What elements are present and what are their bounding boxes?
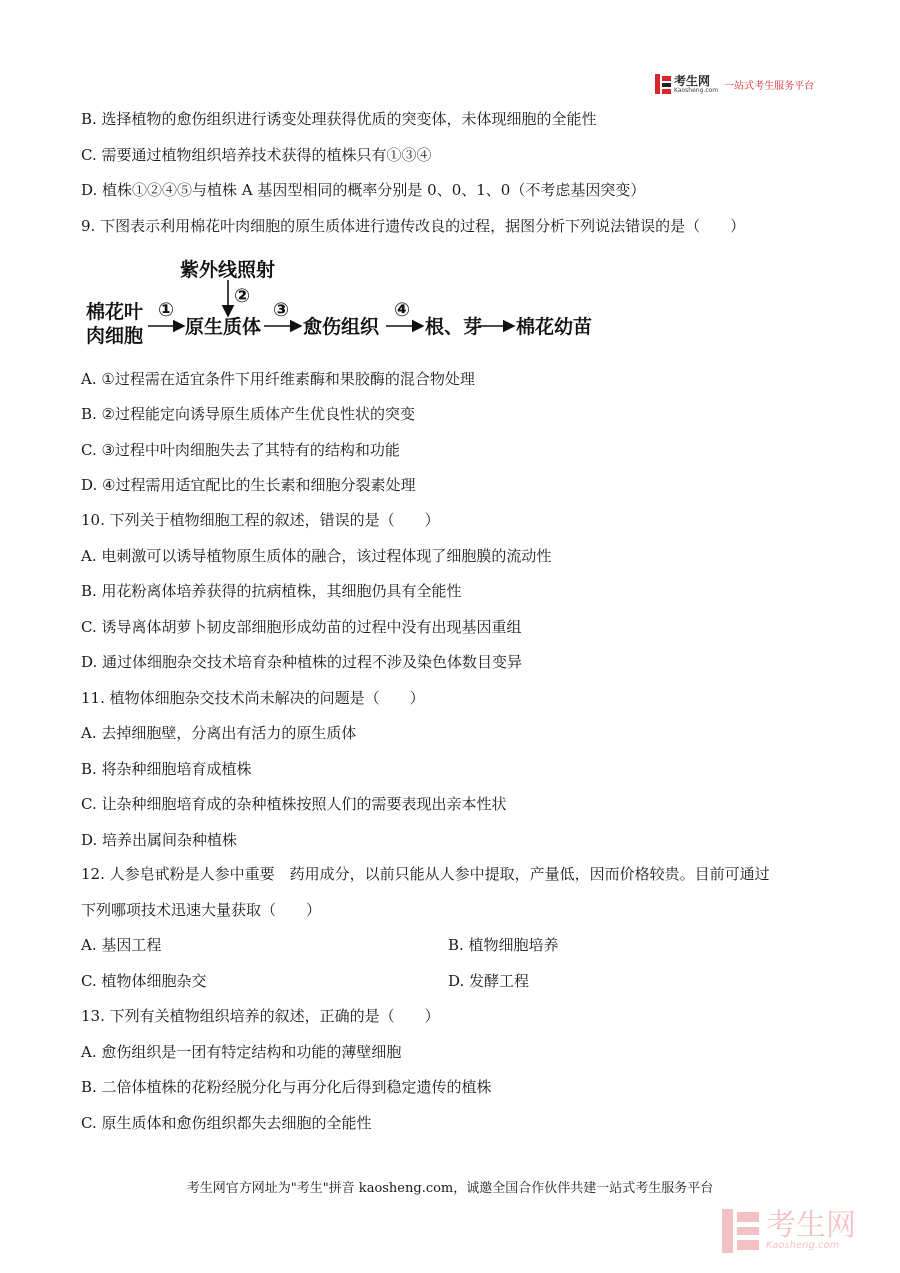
q8-option-d: D. 植株①②④⑤与植株 A 基因型相同的概率分别是 0、0、1、0（不考虑基因突变） xyxy=(81,181,646,199)
q9-option-b: B. ②过程能定向诱导原生质体产生优良性状的突变 xyxy=(81,405,416,423)
q13-option-b: B. 二倍体植株的花粉经脱分化与再分化后得到稳定遗传的植株 xyxy=(81,1078,492,1096)
logo-url: Kaosheng.com xyxy=(674,86,719,94)
q10-option-b: B. 用花粉离体培养获得的抗病植株，其细胞仍具有全能性 xyxy=(81,582,462,600)
watermark-name: 考生网 xyxy=(766,1208,856,1243)
header-slogan: 一站式考生服务平台 xyxy=(724,80,815,92)
watermark-mark-icon xyxy=(722,1209,760,1253)
logo-name: 考生网 xyxy=(674,73,711,88)
q8-option-b: B. 选择植物的愈伤组织进行诱变处理获得优质的突变体，未体现细胞的全能性 xyxy=(81,110,597,128)
q12-option-b: B. 植物细胞培养 xyxy=(448,936,559,954)
watermark-logo xyxy=(722,1206,882,1256)
diagram-step-3: ③ xyxy=(273,299,290,321)
diagram-uv-label: 紫外线照射 xyxy=(180,259,276,281)
page-footer: 考生网官方网址为"考生"拼音 kaosheng.com，诚邀全国合作伙伴共建一站式考生服务平台 xyxy=(186,1181,714,1196)
logo-mark-icon xyxy=(655,74,671,94)
q12-stem-line2: 下列哪项技术迅速大量获取（ ） xyxy=(81,901,322,919)
q9-stem: 9. 下图表示利用棉花叶肉细胞的原生质体进行遗传改良的过程，据图分析下列说法错误的是（ ） xyxy=(81,217,746,235)
q13-option-a: A. 愈伤组织是一团有特定结构和功能的薄壁细胞 xyxy=(81,1043,402,1061)
q11-stem: 11. 植物体细胞杂交技术尚未解决的问题是（ ） xyxy=(81,689,425,707)
q13-stem: 13. 下列有关植物组织培养的叙述，正确的是（ ） xyxy=(81,1007,440,1025)
q12-option-d: D. 发酵工程 xyxy=(448,972,530,990)
q11-option-c: C. 让杂种细胞培育成的杂种植株按照人们的需要表现出亲本性状 xyxy=(81,795,507,813)
diagram-start-line2: 肉细胞 xyxy=(86,325,144,347)
q10-option-c: C. 诱导离体胡萝卜韧皮部细胞形成幼苗的过程中没有出现基因重组 xyxy=(81,618,522,636)
diagram-start-line1: 棉花叶 xyxy=(86,301,144,323)
q9-option-a: A. ①过程需在适宜条件下用纤维素酶和果胶酶的混合物处理 xyxy=(81,370,475,388)
q12-option-a: A. 基因工程 xyxy=(81,936,162,954)
diagram-step-1: ① xyxy=(158,299,175,321)
q11-option-b: B. 将杂种细胞培育成植株 xyxy=(81,760,252,778)
q10-option-a: A. 电刺激可以诱导植物原生质体的融合，该过程体现了细胞膜的流动性 xyxy=(81,547,552,565)
header-logo[interactable] xyxy=(655,72,814,96)
q12-stem-line1: 12. 人参皂甙粉是人参中重要 药用成分，以前只能从人参中提取，产量低，因而价格较贵。目前可通过 xyxy=(81,865,770,883)
diagram-node-seedling: 棉花幼苗 xyxy=(516,316,593,338)
q11-option-a: A. 去掉细胞壁，分离出有活力的原生质体 xyxy=(81,724,357,742)
q10-option-d: D. 通过体细胞杂交技术培育杂种植株的过程不涉及染色体数目变异 xyxy=(81,653,523,671)
q8-option-c: C. 需要通过植物组织培养技术获得的植株只有①③④ xyxy=(81,146,432,164)
diagram-node-protoplast: 原生质体 xyxy=(185,316,262,338)
q10-stem: 10. 下列关于植物细胞工程的叙述，错误的是（ ） xyxy=(81,511,440,529)
q12-option-c: C. 植物体细胞杂交 xyxy=(81,972,207,990)
diagram-node-roots-buds: 根、芽 xyxy=(425,316,483,338)
q11-option-d: D. 培养出属间杂种植株 xyxy=(81,831,238,849)
q9-process-diagram xyxy=(84,256,624,356)
q9-option-c: C. ③过程中叶肉细胞失去了其特有的结构和功能 xyxy=(81,441,400,459)
watermark-url: Kaosheng.com xyxy=(766,1240,840,1251)
diagram-node-callus: 愈伤组织 xyxy=(303,316,380,338)
diagram-step-4: ④ xyxy=(394,299,411,321)
diagram-step-2: ② xyxy=(234,285,251,307)
q13-option-c: C. 原生质体和愈伤组织都失去细胞的全能性 xyxy=(81,1114,372,1132)
q9-option-d: D. ④过程需用适宜配比的生长素和细胞分裂素处理 xyxy=(81,476,416,494)
